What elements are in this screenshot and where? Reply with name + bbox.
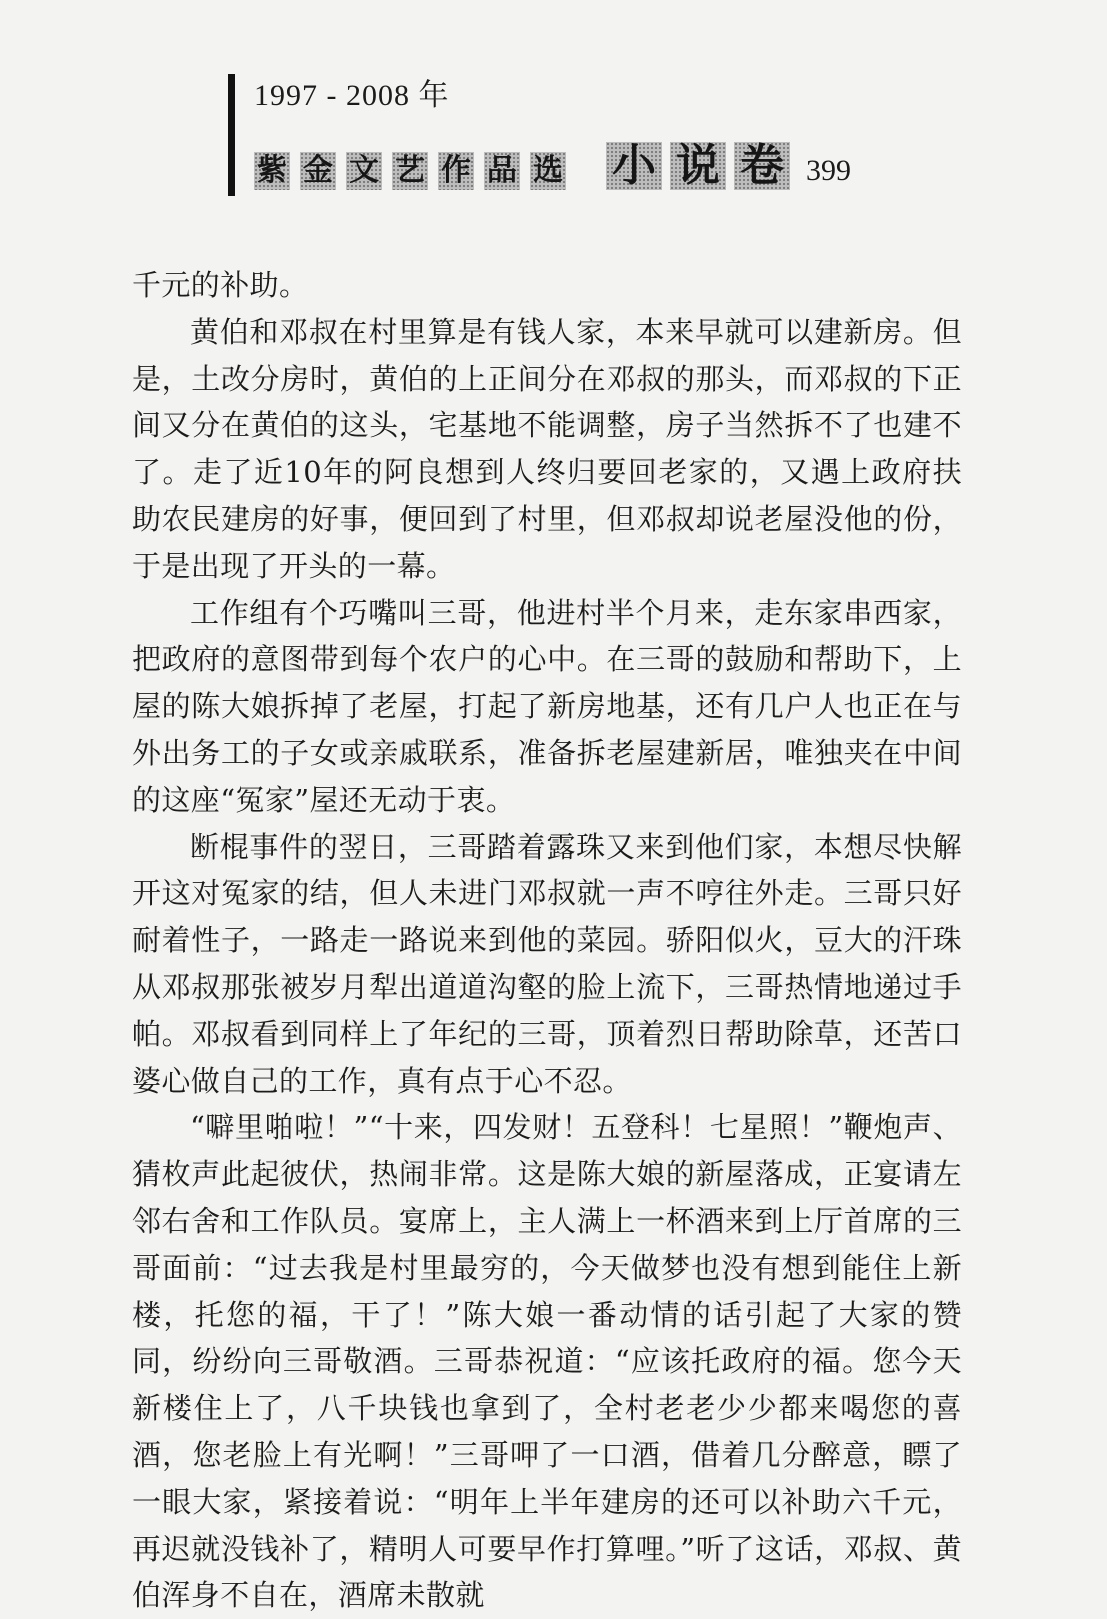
volume-title-char: 说 — [670, 142, 726, 190]
page-number: 399 — [806, 154, 851, 187]
header-title — [254, 142, 851, 190]
volume-title-char: 卷 — [734, 142, 790, 190]
series-title-char: 紫 — [254, 152, 290, 190]
paragraph: “噼里啪啦！”“十来，四发财！五登科！七星照！”鞭炮声、猜枚声此起彼伏，热闹非常。这是陈大娘的新屋落成，正宴请左邻右舍和工作队员。宴席上，主人满上一杯酒来到上厅首席的三哥面前：“过去我是村里最穷的，今天做梦也没有想到能住上新楼，托您的福，干了！”陈大娘一番动情的话引起了大家的赞同，纷纷向三哥敬酒。三哥恭祝道：“应该托政府的福。您今天新楼住上了，八千块钱也拿到了，全村老老少少都来喝您的喜酒，您老脸上有光啊！”三哥呷了一口酒，借着几分醉意，瞟了一眼大家，紧接着说：“明年上半年建房的还可以补助六千元，再迟就没钱补了，精明人可要早作打算哩。”听了这话，邓叔、黄伯浑身不自在，酒席未散就 — [132, 1110, 962, 1613]
paragraph: 千元的补助。 — [132, 268, 309, 302]
paragraph: 黄伯和邓叔在村里算是有钱人家，本来早就可以建新房。但是，土改分房时，黄伯的上正间分在邓叔的那头，而邓叔的下正间又分在黄伯的这头，宅基地不能调整，房子当然拆不了也建不了。走了近10年的阿良想到人终归要回老家的，又遇上政府扶助农民建房的好事，便回到了村里，但邓叔却说老屋没他的份，于是出现了开头的一幕。 — [132, 314, 962, 583]
header-vertical-rule — [228, 74, 235, 196]
series-title-char: 作 — [438, 152, 474, 190]
series-title-char: 品 — [484, 152, 520, 190]
volume-title — [606, 142, 798, 190]
series-title-char: 金 — [300, 152, 336, 190]
header-years: 1997 - 2008 年 — [254, 79, 450, 112]
paragraph: 工作组有个巧嘴叫三哥，他进村半个月来，走东家串西家，把政府的意图带到每个农户的心中。在三哥的鼓励和帮助下，上屋的陈大娘拆掉了老屋，打起了新房地基，还有几户人也正在与外出务工的子女或亲戚联系，准备拆老屋建新居，唯独夹在中间的这座“冤家”屋还无动于衷。 — [132, 595, 962, 817]
series-title-char: 艺 — [392, 152, 428, 190]
series-title-char: 文 — [346, 152, 382, 190]
paragraph: 断棍事件的翌日，三哥踏着露珠又来到他们家，本想尽快解开这对冤家的结，但人未进门邓叔就一声不哼往外走。三哥只好耐着性子，一路走一路说来到他的菜园。骄阳似火，豆大的汗珠从邓叔那张被岁月犁出道道沟壑的脸上流下，三哥热情地递过手帕。邓叔看到同样上了年纪的三哥，顶着烈日帮助除草，还苦口婆心做自己的工作，真有点于心不忍。 — [132, 829, 962, 1098]
series-title-char: 选 — [530, 152, 566, 190]
body-text — [132, 262, 962, 1619]
series-title — [254, 152, 576, 190]
volume-title-char: 小 — [606, 142, 662, 190]
